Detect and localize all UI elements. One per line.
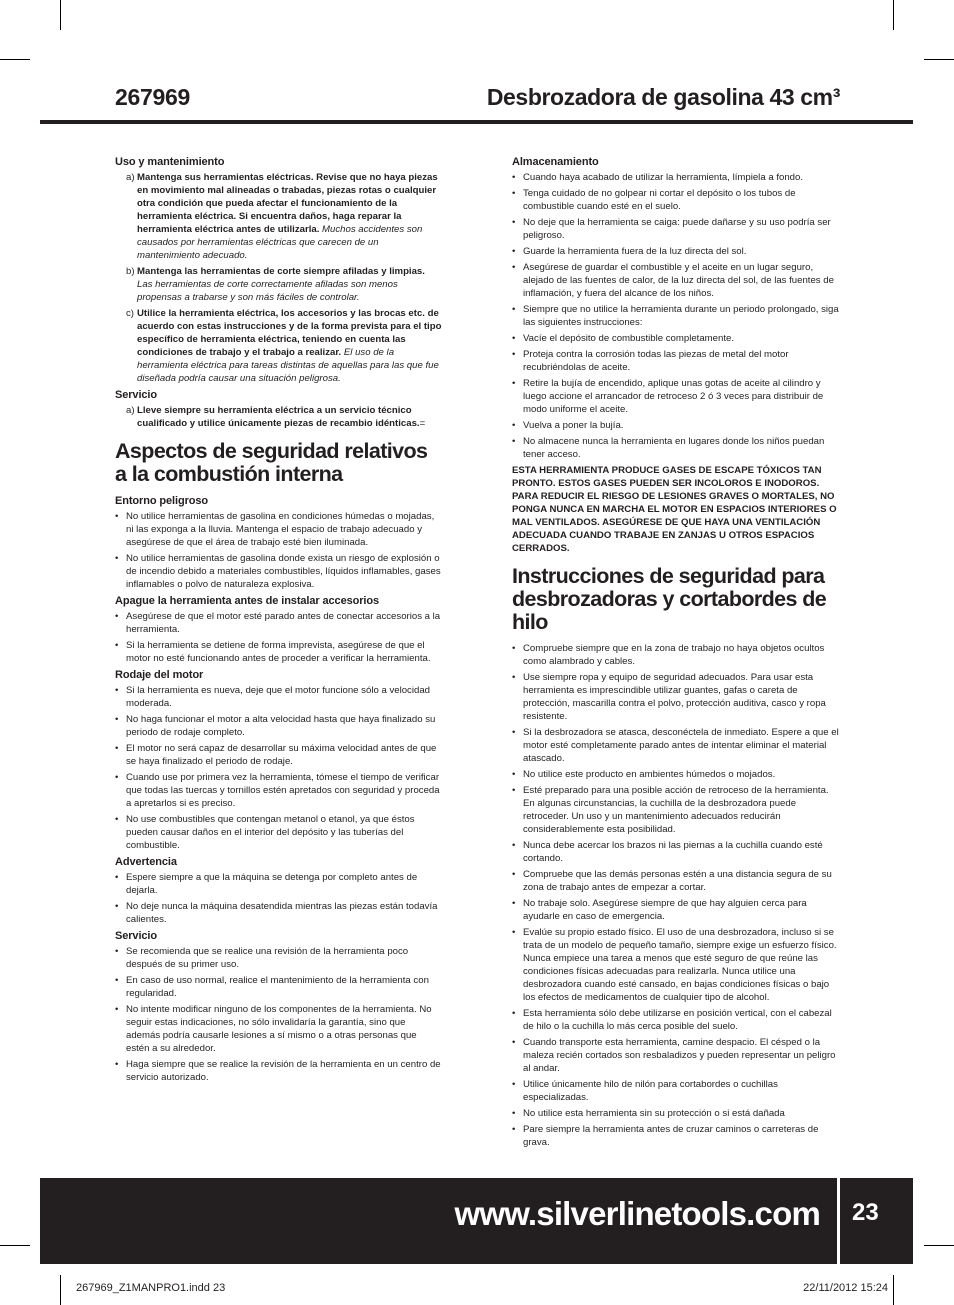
list-item: • Espere siempre a que la máquina se detenga por completo antes de dejarla. — [115, 871, 442, 897]
list-item: • Evalúe su propio estado físico. El uso de una desbrozadora, incluso si se trata de un modelo de pequeño tamaño, siempre exige un esfuerzo físico. Nunca empiece una tarea a menos que esté seguro de que reúne las condiciones físicas adecuadas para realizarla. Nunca utilice una desbrozadora cuando esté cansado, en bajas condiciones físicas o bajo los efectos de medicamentos de cualquier tipo de alcohol. — [512, 926, 840, 1004]
item-bold-text: Utilice la herramienta eléctrica, los accesorios y las brocas etc. de acuerdo con estas instrucciones y de la forma prevista para el tipo específico de herramienta eléctrica, teniendo en cuenta las condiciones de trabajo y el trabajo a realizar. — [137, 308, 442, 358]
header-rule — [40, 120, 913, 124]
list-item: • Retire la bujía de encendido, aplique unas gotas de aceite al cilindro y luego accione el arrancador de retroceso 2 ó 3 veces para distribuir de modo uniforme el aceite. — [512, 377, 840, 416]
list-item: • Esté preparado para una posible acción de retroceso de la herramienta. En algunas circunstancias, la cuchilla de la desbrozadora puede retroceder. Un uso y un mantenimiento adecuados reducirán considerablemente esta posibilidad. — [512, 784, 840, 836]
website-link[interactable]: www.silverlinetools.com — [454, 1195, 820, 1232]
list-item: • Pare siempre la herramienta antes de cruzar caminos o carreteras de grava. — [512, 1123, 840, 1149]
crop-mark — [893, 0, 894, 30]
list-item: • Vuelva a poner la bujía. — [512, 419, 840, 432]
crop-mark — [924, 59, 954, 60]
section-body — [115, 494, 442, 1084]
list-item: • Si la herramienta se detiene de forma imprevista, asegúrese de que el motor no esté funcionando antes de proceder a verificar la herramienta. — [115, 639, 442, 665]
crop-mark — [924, 1245, 954, 1246]
list-item — [115, 265, 442, 304]
list-item: • Siempre que no utilice la herramienta durante un periodo prolongado, siga las siguientes instrucciones: — [512, 303, 840, 329]
item-italic-text: Muchos accidentes son causados por herramientas eléctricas que carecen de un mantenimiento adecuado. — [137, 224, 423, 261]
item-italic-text: El uso de la herramienta eléctrica para tareas distintas de aquellas para las que fue diseñada podría causar una situación peligrosa. — [137, 347, 439, 384]
subheading: Servicio — [115, 930, 158, 942]
left-column — [115, 152, 442, 1087]
crop-mark — [893, 1275, 894, 1305]
list-item — [115, 404, 442, 430]
list-item: • Utilice únicamente hilo de nilón para cortabordes o cuchillas especializadas. — [512, 1078, 840, 1104]
footer-divider — [837, 1178, 840, 1264]
product-code: 267969 — [115, 84, 190, 110]
list-item: • No almacene nunca la herramienta en lugares donde los niños puedan tener acceso. — [512, 435, 840, 461]
right-column — [512, 152, 840, 1152]
bullet-list — [115, 684, 442, 852]
list-item: • No haga funcionar el motor a alta velocidad hasta que haya finalizado su periodo de rodaje completo. — [115, 713, 442, 739]
item-bold-text: Mantenga las herramientas de corte siempre afiladas y limpias. — [137, 266, 425, 277]
item-letter: a) — [126, 405, 135, 416]
item-letter: b) — [126, 266, 135, 277]
warning-text: ESTA HERRAMIENTA PRODUCE GASES DE ESCAPE TÓXICOS TAN PRONTO. ESTOS GASES PUEDEN SER INCOLOROS E INODOROS. PARA REDUCIR EL RIESGO DE LESIONES GRAVES O MORTALES, NO PONGA NUNCA EN MARCHA EL MOTOR EN ESPACIOS INTERIORES O MAL VENTILADOS. ASEGÚRESE DE QUE HAYA UNA VENTILACIÓN ADECUADA CUANDO TRABAJE EN ZANJAS U OTROS ESPACIOS CERRADOS. — [512, 465, 837, 554]
page-title: Desbrozadora de gasolina 43 cm³ — [486, 84, 840, 110]
list-item: • Tenga cuidado de no golpear ni cortar el depósito o los tubos de combustible cuando esté en el suelo. — [512, 187, 840, 213]
list-item: • Asegúrese de guardar el combustible y el aceite en un lugar seguro, alejado de las fuentes de calor, de la luz directa del sol, de las fuentes de inflamación, y fuera del alcance de los niños. — [512, 261, 840, 300]
subheading: Rodaje del motor — [115, 669, 204, 681]
item-letter: a) — [126, 172, 135, 183]
list-item: • Compruebe siempre que en la zona de trabajo no haya objetos ocultos como alambrado y cables. — [512, 642, 840, 668]
subheading: Servicio — [115, 389, 158, 401]
list-item: • Use siempre ropa y equipo de seguridad adecuados. Para usar esta herramienta es imprescindible utilizar guantes, gafas o careta de protección, mascarilla contra el polvo, protección auditiva, casco y ropa resistente. — [512, 671, 840, 723]
list-item: • Cuando use por primera vez la herramienta, tómese el tiempo de verificar que todas las tuercas y tornillos estén apretados con seguridad y proceda a apretarlos si es preciso. — [115, 771, 442, 810]
lettered-list — [115, 404, 442, 430]
section-title: Aspectos de seguridad relativos a la combustión interna — [115, 439, 428, 486]
list-item: • No utilice esta herramienta sin su protección o si está dañada — [512, 1107, 840, 1120]
list-item: • No deje que la herramienta se caiga: puede dañarse y su uso podría ser peligroso. — [512, 216, 840, 242]
list-item: • Nunca debe acercar los brazos ni las piernas a la cuchilla cuando esté cortando. — [512, 839, 840, 865]
list-item: • Vacíe el depósito de combustible completamente. — [512, 332, 840, 345]
list-item: • Si la herramienta es nueva, deje que el motor funcione sólo a velocidad moderada. — [115, 684, 442, 710]
page-number: 23 — [852, 1199, 879, 1226]
bullet-list — [115, 945, 442, 1084]
subheading: Advertencia — [115, 856, 177, 868]
crop-mark — [60, 0, 61, 30]
bullet-list — [512, 642, 840, 1149]
list-item: • No deje nunca la máquina desatendida mientras las piezas están todavía calientes. — [115, 900, 442, 926]
list-item: • Compruebe que las demás personas estén a una distancia segura de su zona de trabajo antes de empezar a cortar. — [512, 868, 840, 894]
list-item: • No trabaje solo. Asegúrese siempre de que hay alguien cerca para ayudarle en caso de emergencia. — [512, 897, 840, 923]
item-bold-text: Lleve siempre su herramienta eléctrica a un servicio técnico cualificado y utilice únicamente piezas de recambio idénticas. — [137, 405, 420, 429]
crop-mark — [0, 1245, 30, 1246]
section-title: Instrucciones de seguridad para desbrozadoras y cortabordes de hilo — [512, 564, 827, 634]
list-item: • No utilice este producto en ambientes húmedos o mojados. — [512, 768, 840, 781]
item-letter: c) — [126, 308, 134, 319]
list-item: • Esta herramienta sólo debe utilizarse en posición vertical, con el cabezal de hilo o la cuchilla lo más cerca posible del suelo. — [512, 1007, 840, 1033]
list-item: • Si la desbrozadora se atasca, desconéctela de inmediato. Espere a que el motor esté completamente parado antes de intentar eliminar el material atascado. — [512, 726, 840, 765]
bullet-list — [115, 510, 442, 591]
list-item: • Asegúrese de que el motor esté parado antes de conectar accesorios a la herramienta. — [115, 610, 442, 636]
lettered-list — [115, 171, 442, 385]
bullet-list — [115, 871, 442, 926]
list-item: • No utilice herramientas de gasolina donde exista un riesgo de explosión o de incendio debido a materiales combustibles, líquidos inflamables, gases inflamables o polvo de naturaleza explosiva. — [115, 552, 442, 591]
slug-date: 22/11/2012 15:24 — [803, 1282, 888, 1294]
list-item — [115, 307, 442, 385]
list-item: • Cuando transporte esta herramienta, camine despacio. El césped o la maleza recién cortados son resbaladizos y pueden representar un peligro al andar. — [512, 1036, 840, 1075]
list-item: • El motor no será capaz de desarrollar su máxima velocidad antes de que se haya finalizado el periodo de rodaje. — [115, 742, 442, 768]
subheading: Apague la herramienta antes de instalar accesorios — [115, 595, 380, 607]
list-item: • No intente modificar ninguno de los componentes de la herramienta. No seguir estas indicaciones, no sólo invalidaría la garantía, sino que además podría causarle lesiones a sí mismo o a otras personas que estén a su alrededor. — [115, 1003, 442, 1055]
list-item: • No use combustibles que contengan metanol o etanol, ya que éstos pueden causar daños en el interior del depósito y las tuberías del combustible. — [115, 813, 442, 852]
list-item — [115, 171, 442, 262]
crop-mark — [0, 59, 30, 60]
list-item: • Se recomienda que se realice una revisión de la herramienta poco después de su primer uso. — [115, 945, 442, 971]
slug-filename: 267969_Z1MANPRO1.indd 23 — [76, 1282, 226, 1294]
crop-mark — [60, 1275, 61, 1305]
item-italic-text: Las herramientas de corte correctamente afiladas son menos propensas a trabarse y son más fáciles de controlar. — [137, 279, 398, 303]
list-item: • Guarde la herramienta fuera de la luz directa del sol. — [512, 245, 840, 258]
list-item: • No utilice herramientas de gasolina en condiciones húmedas o mojadas, ni las exponga a la lluvia. Mantenga el espacio de trabajo adecuado y asegúrese de que el área de trabajo esté bien iluminada. — [115, 510, 442, 549]
subheading: Almacenamiento — [512, 156, 599, 168]
list-item: • Proteja contra la corrosión todas las piezas de metal del motor recubriéndolas de aceite. — [512, 348, 840, 374]
bullet-list — [115, 610, 442, 665]
list-item: • En caso de uso normal, realice el mantenimiento de la herramienta con regularidad. — [115, 974, 442, 1000]
item-tail: = — [419, 418, 426, 429]
bullet-list — [512, 171, 840, 461]
subheading: Uso y mantenimiento — [115, 156, 225, 168]
item-bold-text: Mantenga sus herramientas eléctricas. Revise que no haya piezas en movimiento mal alineadas o trabadas, piezas rotas o cualquier otra condición que pueda afectar el funcionamiento de la herramienta eléctrica. Si encuentra daños, haga reparar la herramienta eléctrica antes de utilizarla. — [137, 172, 438, 235]
subheading: Entorno peligroso — [115, 495, 209, 507]
list-item: • Haga siempre que se realice la revisión de la herramienta en un centro de servicio autorizado. — [115, 1058, 442, 1084]
list-item: • Cuando haya acabado de utilizar la herramienta, límpiela a fondo. — [512, 171, 840, 184]
